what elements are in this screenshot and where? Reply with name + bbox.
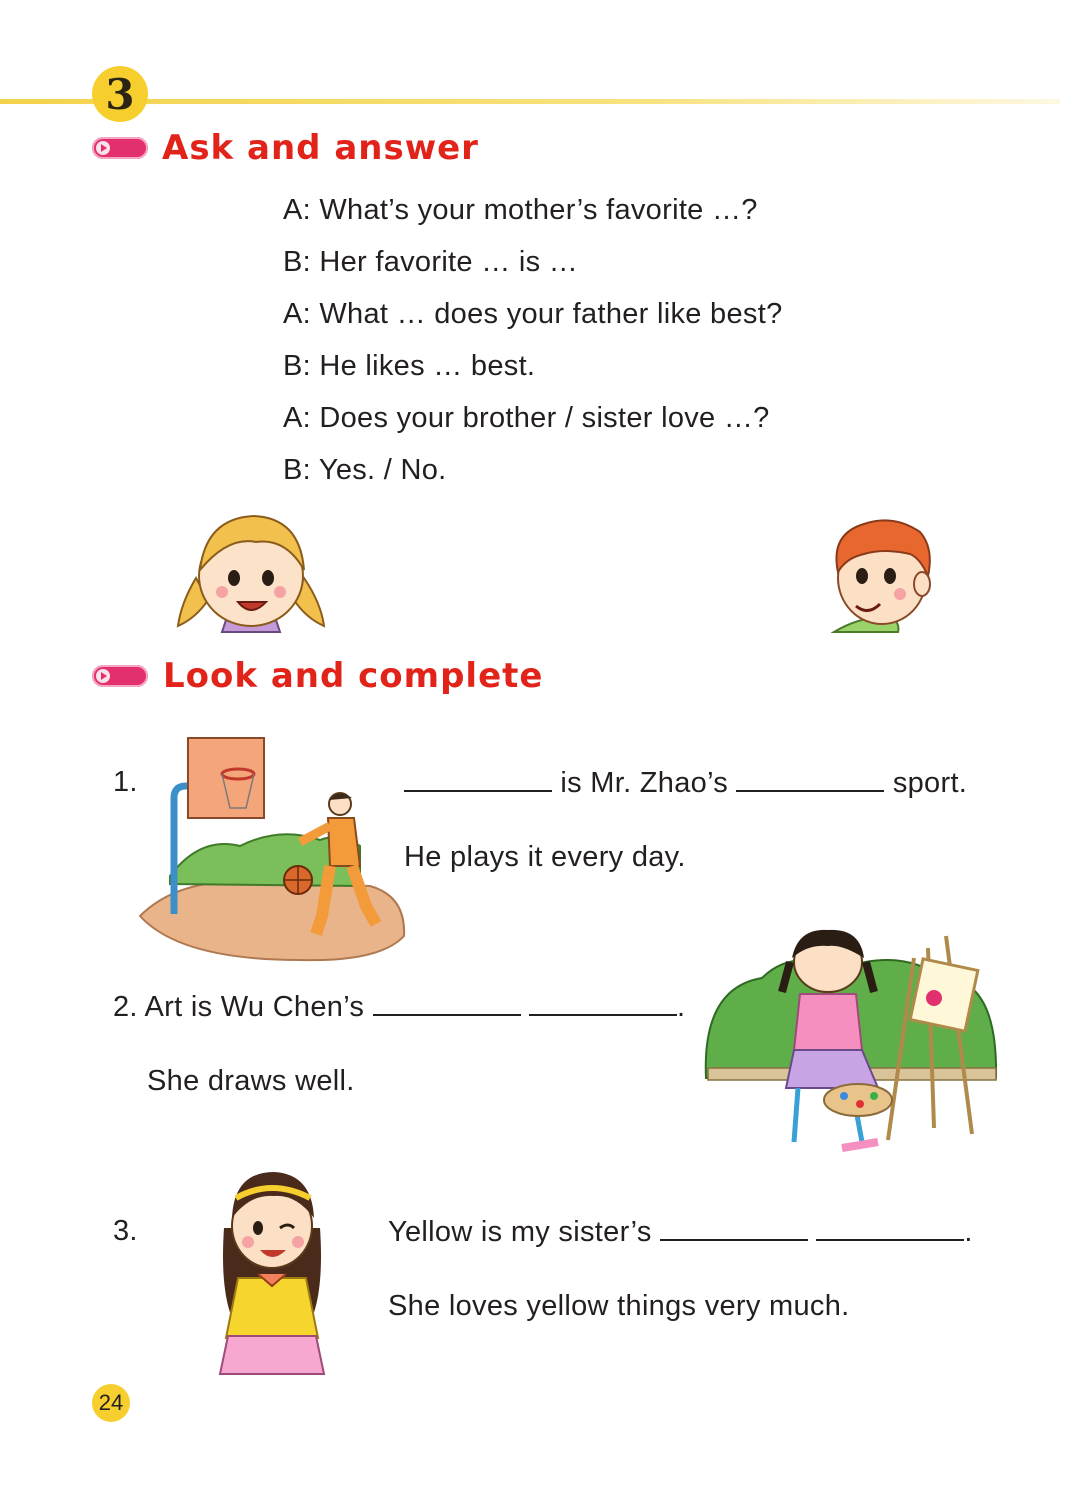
unit-divider-line <box>0 99 1060 104</box>
boy-curly-hair-illustration <box>824 514 944 632</box>
answer-blank[interactable] <box>660 1215 808 1241</box>
answer-blank[interactable] <box>529 990 677 1016</box>
sentence-text: is Mr. Zhao’s <box>560 767 729 799</box>
item-number: 1. <box>113 766 138 798</box>
item-sentence-line1 <box>388 1215 973 1249</box>
sentence-text: sport. <box>892 767 968 799</box>
page-number: 24 <box>98 1390 124 1415</box>
dialog-line: A: What … does your father like best? <box>283 298 783 330</box>
item-sentence-line1 <box>113 990 685 1024</box>
answer-blank[interactable] <box>404 766 552 792</box>
sentence-text: . <box>964 1216 973 1248</box>
answer-blank[interactable] <box>816 1215 964 1241</box>
section-title-ask-and-answer: Ask and answer <box>162 128 479 168</box>
play-audio-icon[interactable] <box>92 137 148 159</box>
answer-blank[interactable] <box>373 990 521 1016</box>
unit-number-badge <box>92 66 148 122</box>
sentence-text: . <box>676 991 686 1023</box>
dialog-line: B: Her favorite … is … <box>283 246 579 278</box>
dialog-line: A: What’s your mother’s favorite …? <box>283 194 758 226</box>
sister-yellow-shirt-illustration <box>212 1168 332 1380</box>
dialog-line: A: Does your brother / sister love …? <box>283 402 770 434</box>
sentence-text: Yellow is my sister’s <box>388 1216 652 1248</box>
play-audio-icon[interactable] <box>92 665 148 687</box>
girl-pigtails-illustration <box>176 508 326 632</box>
sentence-text: 2. Art is Wu Chen’s <box>113 991 365 1023</box>
page-number-badge <box>92 1384 130 1422</box>
item-sentence-line2: He plays it every day. <box>404 841 686 873</box>
dialog-line: B: Yes. / No. <box>283 454 447 486</box>
item-sentence-line2: She draws well. <box>147 1065 355 1097</box>
answer-blank[interactable] <box>736 766 884 792</box>
unit-number: 3 <box>105 69 135 119</box>
item-number: 3. <box>113 1215 138 1247</box>
girl-painting-illustration <box>702 928 1000 1160</box>
basketball-player-illustration <box>140 736 408 962</box>
item-sentence-line2: She loves yellow things very much. <box>388 1290 850 1322</box>
dialog-line: B: He likes … best. <box>283 350 536 382</box>
item-sentence-line1 <box>404 766 967 800</box>
section-title-look-and-complete: Look and complete <box>163 656 544 696</box>
